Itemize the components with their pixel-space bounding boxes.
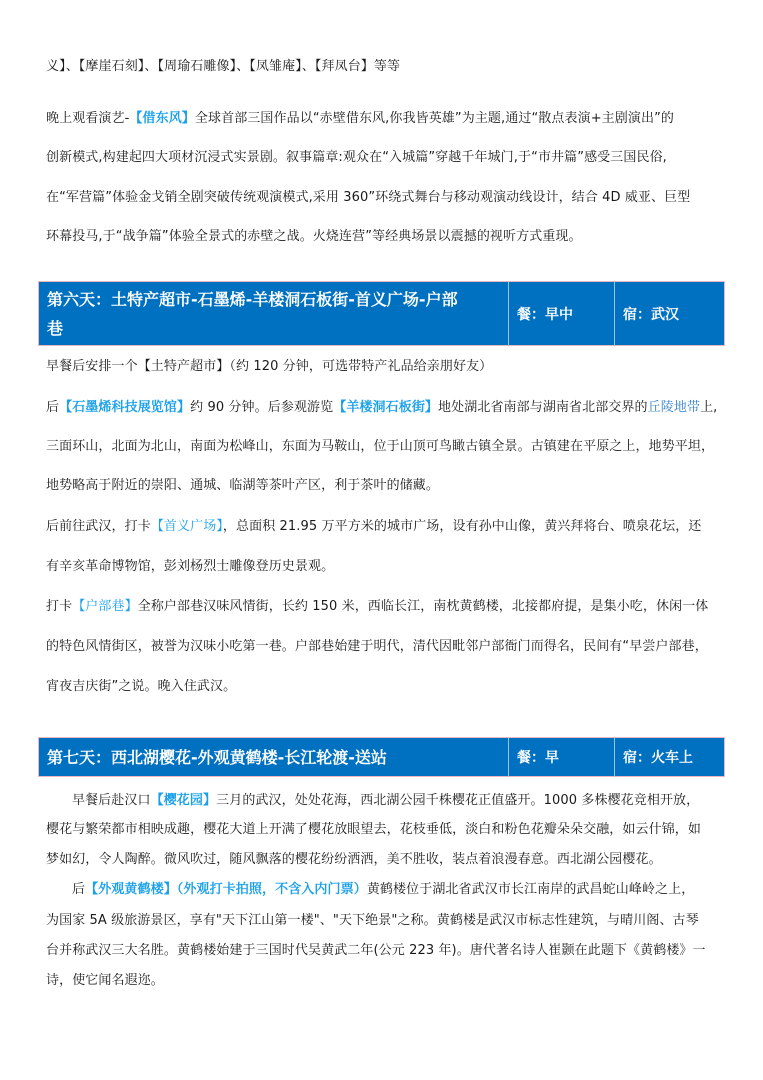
show-paragraph-line-1 xyxy=(46,109,674,129)
day6-title-line-1: 第六天：土特产超市-石墨烯-羊楼洞石板街-首义广场-户部 xyxy=(47,289,458,309)
show-intro-text: 晚上观看演艺- xyxy=(46,111,130,126)
attractions-list-line xyxy=(46,57,400,77)
day7-header-table xyxy=(38,737,725,777)
day6-meals: 餐：早中 xyxy=(509,282,615,346)
text: ，总面积 21.95 万平方米的城市广场，设有孙中山像，黄兴拜将台、喷泉花坛，还 xyxy=(222,519,702,534)
day6-stay: 宿：武汉 xyxy=(615,282,725,346)
day6-header-table xyxy=(38,281,725,346)
day7-paragraph-1-line-3: 梦如幻，令人陶醉。微风吹过，随风飘落的樱花纷纷洒洒，美不胜收，装点着浪漫春意。西北湖公园樱花。 xyxy=(46,852,662,867)
day6-paragraph-2-line-1 xyxy=(46,398,717,418)
day6-paragraph-3-line-2: 有辛亥革命博物馆，彭刘杨烈士雕像登历史景观。 xyxy=(46,559,335,574)
day7-paragraph-2-line-4: 诗，使它闻名遐迩。 xyxy=(46,973,164,988)
hubu-alley-highlight: 【户部巷】 xyxy=(72,599,138,614)
day7-paragraph-2-line-1 xyxy=(72,880,694,900)
day6-paragraph-4-line-1 xyxy=(46,597,708,617)
text: 后 xyxy=(46,400,60,415)
day6-paragraph-4-line-3: 宵夜吉庆街”之说。晚入住武汉。 xyxy=(46,679,237,694)
day6-title xyxy=(39,282,509,346)
day7-paragraph-1-line-2: 樱花与繁荣都市相映成趣，樱花大道上开满了樱花放眼望去，花枝垂低，淡白和粉色花瓣朵朵交融，如云什锦，如 xyxy=(46,822,702,837)
day7-paragraph-2-line-2: 为国家 5A 级旅游景区，享有"天下江山第一楼"、"天下绝景"之称。黄鹤楼是武汉市标志性建筑，与晴川阁、古琴 xyxy=(46,913,699,928)
yanglouding-street-highlight: 【羊楼洞石板街】 xyxy=(333,400,439,415)
hill-region-link[interactable]: 丘陵地带 xyxy=(647,400,701,415)
day6-title-line-2: 巷 xyxy=(47,318,64,338)
day6-paragraph-4-line-2: 的特色风情街区，被誉为汉味小吃第一巷。户部巷始建于明代，清代因毗邻户部衙门而得名，民间有“早尝户部巷， xyxy=(46,639,708,654)
show-paragraph-line-3: 在“军营篇”体验金戈销全剧突破传统观演模式,采用 360”环绕式舞台与移动观演动线设计，结合 4D 威亚、巨型 xyxy=(46,190,691,205)
day7-paragraph-2-line-3: 台并称武汉三大名胜。黄鹤楼始建于三国时代吴黄武二年(公元 223 年)。唐代著名诗人崔颢在此题下《黄鹤楼》一 xyxy=(46,943,706,958)
yellow-crane-tower-highlight: 【外观黄鹤楼】（外观打卡拍照，不含入内门票） xyxy=(85,882,367,897)
text: 约 90 分钟。后参观游览 xyxy=(190,400,334,415)
day6-paragraph-3-line-1 xyxy=(46,517,701,537)
graphene-museum-highlight: 【石墨烯科技展览馆】 xyxy=(59,400,191,415)
show-paragraph-line-2: 创新模式,构建起四大项材沉浸式实景剧。叙事篇章:观众在“入城篇”穿越千年城门,于“市井篇”感受三国民俗, xyxy=(46,150,667,165)
text: 上, xyxy=(700,400,718,415)
text: 打卡 xyxy=(46,599,73,614)
text: 黄鹤楼位于湖北省武汉市长江南岸的武昌蛇山峰岭之上， xyxy=(366,882,695,897)
day7-title: 第七天：西北湖樱花-外观黄鹤楼-长江轮渡-送站 xyxy=(47,747,387,767)
cherry-garden-highlight: 【樱花园】 xyxy=(150,793,217,808)
day7-stay: 宿：火车上 xyxy=(615,738,725,777)
shouyi-square-highlight: 【首义广场】 xyxy=(150,519,223,534)
day6-paragraph-1: 早餐后安排一个【土特产超市】（约 120 分钟，可选带特产礼品给亲朋好友） xyxy=(46,359,493,374)
text: 全称户部巷汉味风情街，长约 150 米，西临长江，南枕黄鹤楼，北接都府提，是集小吃，休闲一体 xyxy=(137,599,709,614)
show-description-text: 全球首部三国作品以“赤壁借东风,你我皆英雄”为主题,通过“散点表演+主剧演出”的 xyxy=(194,111,675,126)
text: 地处湖北省南部与湖南省北部交界的 xyxy=(438,400,648,415)
day7-meals: 餐：早 xyxy=(509,738,615,777)
text: 后 xyxy=(72,882,86,897)
text: 早餐后赴汉口 xyxy=(72,793,151,808)
show-paragraph-line-4: 环幕投马,于“战争篇”体验全景式的赤壁之战。火烧连营”等经典场景以震撼的视听方式重现。 xyxy=(46,229,582,244)
attractions-list-text: 义】、【摩崖石刻】、【周瑜石雕像】、【凤雏庵】、【拜凤台】等等 xyxy=(46,59,401,74)
text: 三月的武汉，处处花海，西北湖公园千株樱花正值盛开。1000 多株樱花竞相开放， xyxy=(216,793,700,808)
show-name-highlight: 【借东风】 xyxy=(129,111,195,126)
text: 后前往武汉，打卡 xyxy=(46,519,151,534)
day6-paragraph-2-line-2: 三面环山，北面为北山，南面为松峰山，东面为马鞍山，位于山顶可鸟瞰古镇全景。古镇建在平原之上，地势平坦， xyxy=(46,439,715,454)
day7-paragraph-1-line-1 xyxy=(72,791,699,811)
day6-paragraph-2-line-3: 地势略高于附近的崇阳、通城、临湖等茶叶产区，利于茶叶的储藏。 xyxy=(46,478,440,493)
